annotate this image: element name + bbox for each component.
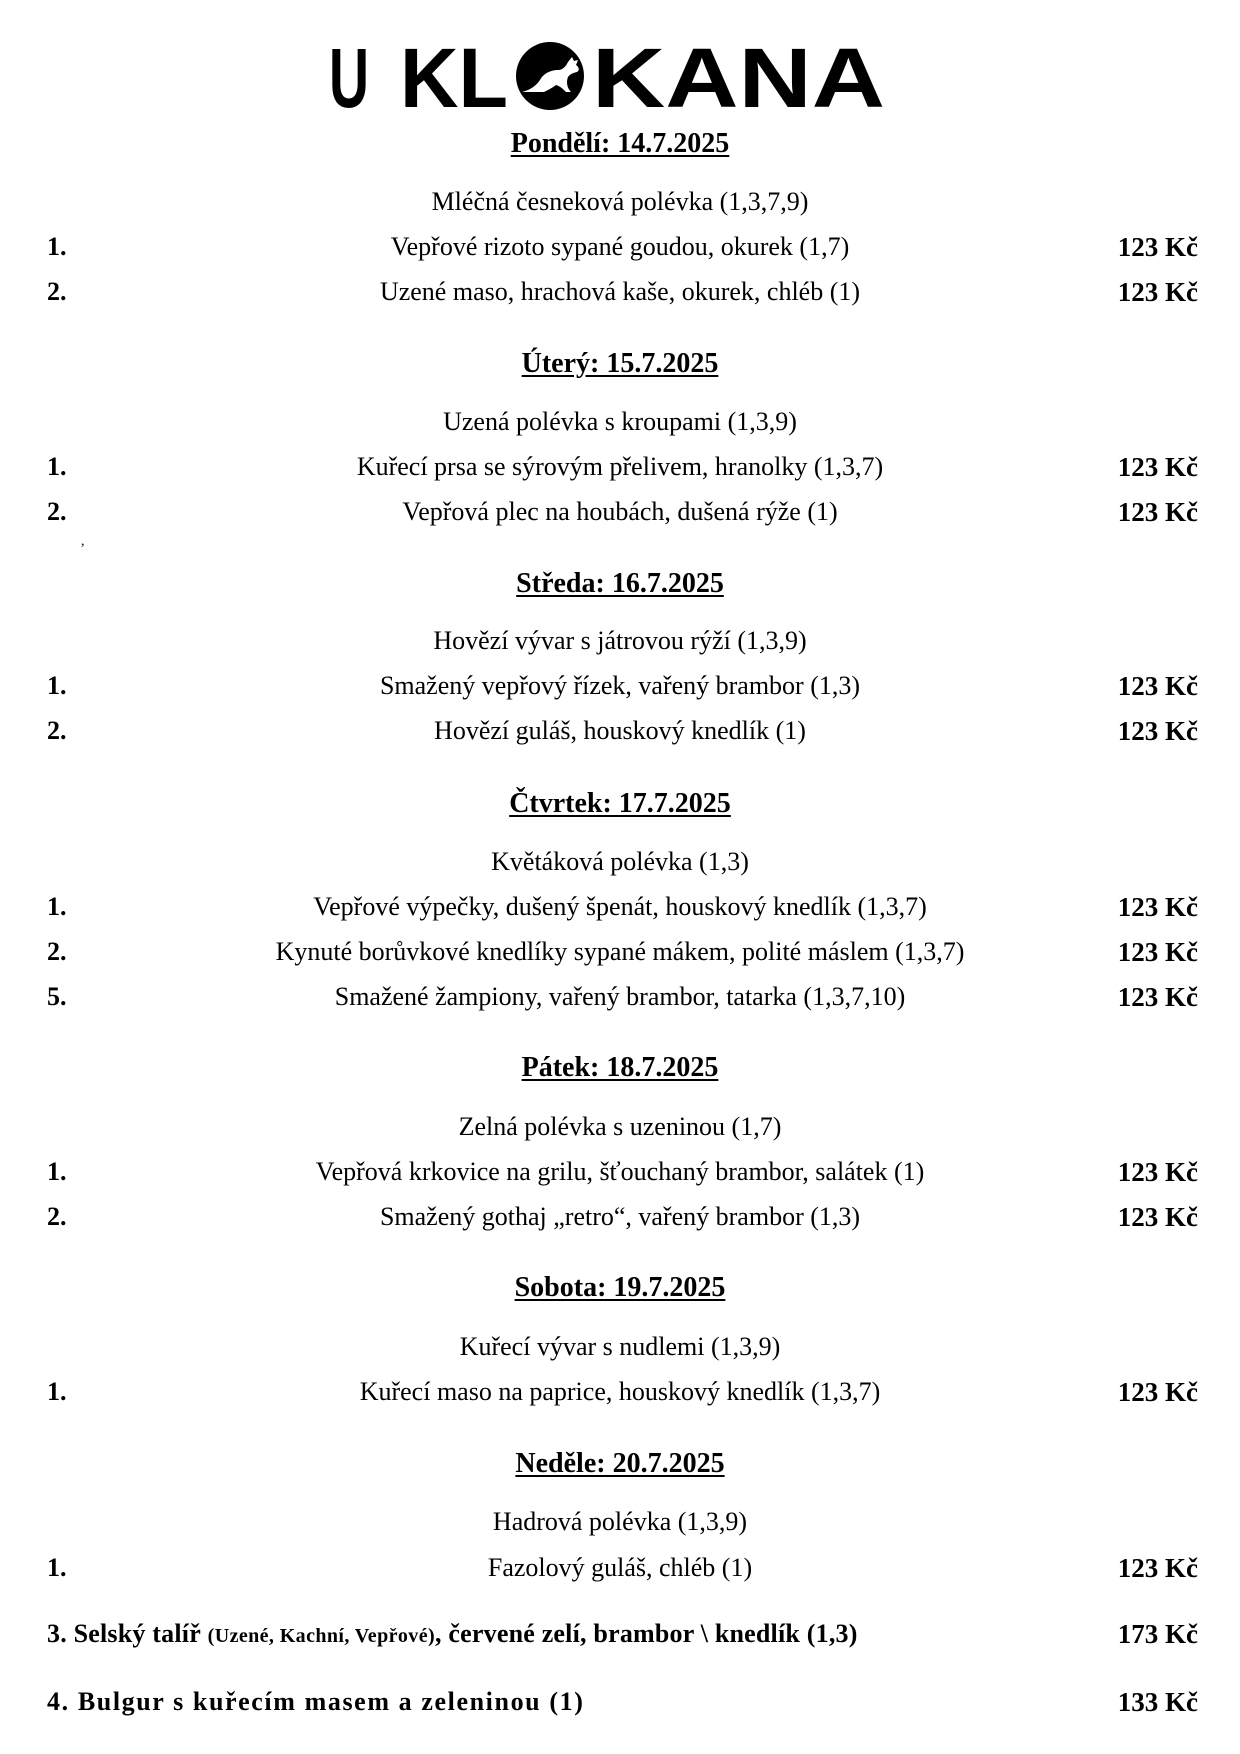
day-header-monday: Pondělí: 14.7.2025 <box>510 128 730 159</box>
item-name: Vepřová plec na houbách, dušená rýže (1) <box>402 497 838 526</box>
day-header-tuesday: Úterý: 15.7.2025 <box>521 348 719 379</box>
svg-text:KL: KL <box>400 31 508 120</box>
item-name: Kynuté borůvkové knedlíky sypané mákem, polité máslem (1,3,7) <box>275 937 965 966</box>
item-number: 1. <box>47 1157 67 1186</box>
menu-item <box>0 496 1240 528</box>
item-number: 1. <box>47 671 67 700</box>
item-number: 4. <box>47 1687 70 1716</box>
item-number: 1. <box>47 1553 67 1582</box>
extra-name-rest: , červené zelí, brambor \ knedlík (1,3) <box>435 1619 858 1648</box>
item-price: 123 Kč <box>1117 1553 1198 1583</box>
extra-name-main: Selský talíř <box>73 1619 201 1648</box>
item-name: Smažený gothaj „retro“, vařený brambor (1,3) <box>379 1202 861 1231</box>
menu-item <box>0 891 1240 923</box>
menu-item <box>0 451 1240 483</box>
svg-text:U: U <box>329 31 369 120</box>
soup-monday: Mléčná česneková polévka (1,3,7,9) <box>431 187 809 216</box>
item-number: 2. <box>47 716 67 745</box>
item-number: 5. <box>47 982 67 1011</box>
soup-sunday: Hadrová polévka (1,3,9) <box>492 1507 748 1536</box>
item-price: 123 Kč <box>1117 277 1198 307</box>
item-name: Smažený vepřový řízek, vařený brambor (1,3) <box>379 671 861 700</box>
item-name: Hovězí guláš, houskový knedlík (1) <box>434 716 806 745</box>
menu-item <box>0 1552 1240 1584</box>
svg-text:KANA: KANA <box>592 31 885 120</box>
menu-item <box>0 936 1240 968</box>
item-price: 173 Kč <box>1117 1619 1198 1649</box>
soup-tuesday: Uzená polévka s kroupami (1,3,9) <box>443 407 797 436</box>
extra-name-sub: (Uzené, Kachní, Vepřové) <box>207 1625 436 1647</box>
extra-item-name <box>47 1618 858 1652</box>
day-header-sunday: Neděle: 20.7.2025 <box>515 1448 725 1479</box>
day-header-friday: Pátek: 18.7.2025 <box>521 1052 719 1083</box>
day-header-saturday: Sobota: 19.7.2025 <box>514 1272 726 1303</box>
item-number: 2. <box>47 1202 67 1231</box>
day-header-wednesday: Středa: 16.7.2025 <box>516 568 724 599</box>
menu-item <box>0 715 1240 747</box>
item-price: 133 Kč <box>1117 1687 1198 1717</box>
item-number: 1. <box>47 1377 67 1406</box>
item-name: Uzené maso, hrachová kaše, okurek, chléb (1) <box>379 277 861 306</box>
item-number: 2. <box>47 937 67 966</box>
restaurant-logo <box>0 0 1240 120</box>
item-number: 1. <box>47 452 67 481</box>
menu-item <box>0 1201 1240 1233</box>
menu-item <box>0 276 1240 308</box>
item-name: Kuřecí prsa se sýrovým přelivem, hranolky (1,3,7) <box>356 452 884 481</box>
extra-item-selsky-talir <box>0 1618 1240 1650</box>
extra-item-bulgur <box>0 1686 1240 1718</box>
menu-item <box>0 231 1240 263</box>
item-number: 1. <box>47 892 67 921</box>
item-name: Vepřové výpečky, dušený špenát, houskový knedlík (1,3,7) <box>313 892 927 921</box>
menu-item <box>0 981 1240 1013</box>
item-price: 123 Kč <box>1117 982 1198 1012</box>
item-price: 123 Kč <box>1117 1157 1198 1187</box>
item-price: 123 Kč <box>1117 892 1198 922</box>
item-price: 123 Kč <box>1117 937 1198 967</box>
kangaroo-icon <box>516 42 584 110</box>
item-price: 123 Kč <box>1117 1202 1198 1232</box>
extra-name-main: Bulgur s kuřecím masem a zeleninou (1) <box>77 1687 585 1716</box>
item-name: Fazolový guláš, chléb (1) <box>487 1553 753 1582</box>
soup-thursday: Květáková polévka (1,3) <box>491 847 749 876</box>
item-number: 2. <box>47 277 67 306</box>
item-name: Kuřecí maso na paprice, houskový knedlík (1,3,7) <box>359 1377 881 1406</box>
menu-item <box>0 670 1240 702</box>
day-header-thursday: Čtvrtek: 17.7.2025 <box>509 788 731 819</box>
menu-item <box>0 1156 1240 1188</box>
item-price: 123 Kč <box>1117 716 1198 746</box>
menu-item <box>0 1376 1240 1408</box>
item-price: 123 Kč <box>1117 497 1198 527</box>
item-name: Vepřová krkovice na grilu, šťouchaný brambor, salátek (1) <box>315 1157 925 1186</box>
soup-wednesday: Hovězí vývar s játrovou rýží (1,3,9) <box>433 626 807 655</box>
item-number: 3. <box>47 1619 67 1648</box>
stray-mark: , <box>81 534 85 549</box>
item-number: 2. <box>47 497 67 526</box>
soup-saturday: Kuřecí vývar s nudlemi (1,3,9) <box>459 1332 781 1361</box>
soup-friday: Zelná polévka s uzeninou (1,7) <box>458 1112 782 1141</box>
item-name: Vepřové rizoto sypané goudou, okurek (1,7) <box>390 232 850 261</box>
item-name: Smažené žampiony, vařený brambor, tatarka (1,3,7,10) <box>334 982 906 1011</box>
item-price: 123 Kč <box>1117 452 1198 482</box>
extra-item-name <box>47 1686 584 1718</box>
item-price: 123 Kč <box>1117 232 1198 262</box>
item-price: 123 Kč <box>1117 1377 1198 1407</box>
item-price: 123 Kč <box>1117 671 1198 701</box>
item-number: 1. <box>47 232 67 261</box>
